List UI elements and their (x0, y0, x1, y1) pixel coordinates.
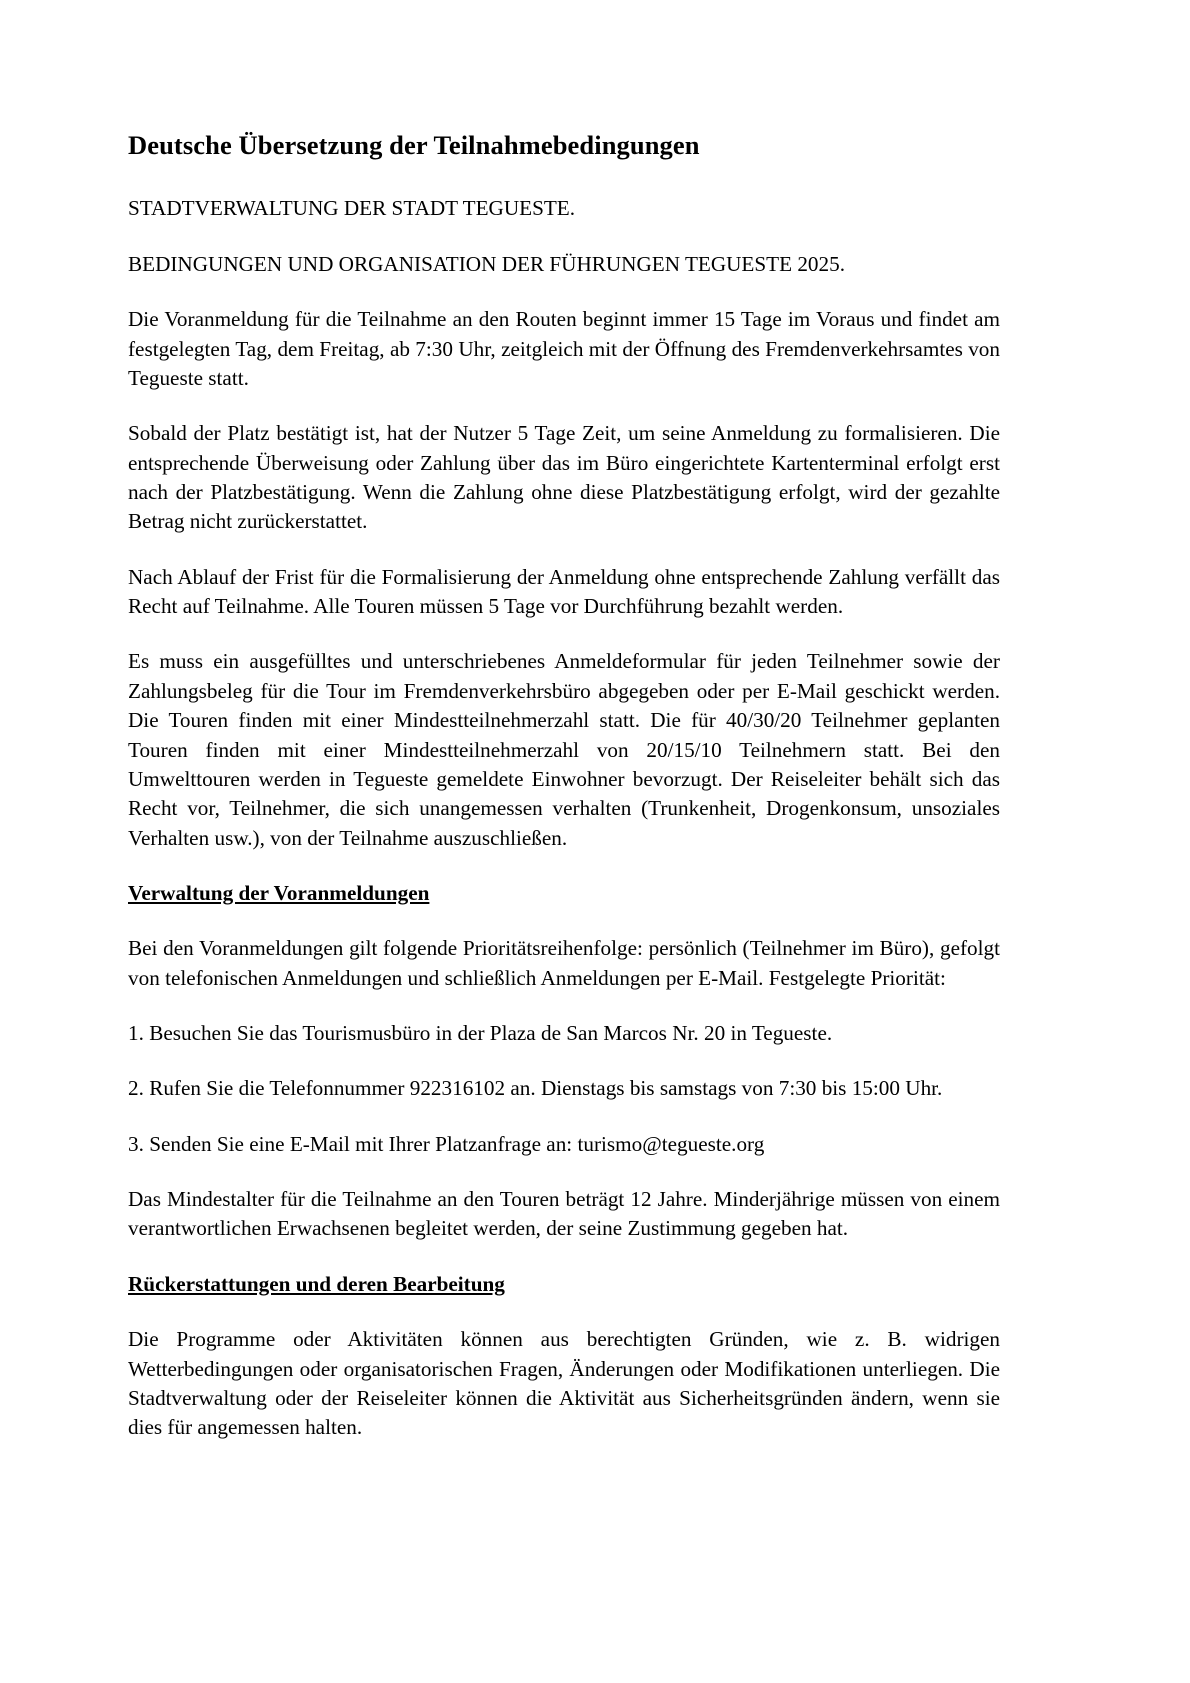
heading-reservation-management-label: Verwaltung der Voranmeldungen (128, 880, 430, 905)
paragraph-refund-conditions: Die Programme oder Aktivitäten können aus berechtigten Gründen, wie z. B. widrigen Wetterbedingungen oder organisatorischen Fragen, Änderungen oder Modifikationen unterliegen. Die Stadtverwaltung oder der Reiseleiter können die Aktivität aus Sicherheitsgründen ändern, wenn sie dies für angemessen halten. (128, 1327, 1000, 1440)
list-item-visit-office: 1. Besuchen Sie das Tourismusbüro in der Plaza de San Marcos Nr. 20 in Tegueste. (128, 1021, 833, 1046)
paragraph-priority-order: Bei den Voranmeldungen gilt folgende Prioritätsreihenfolge: persönlich (Teilnehmer im Büro), gefolgt von telefonischen Anmeldungen und schließlich Anmeldungen per E-Mail. Festgelegte Priorität: (128, 936, 1000, 990)
list-item-email: 3. Senden Sie eine E-Mail mit Ihrer Platzanfrage an: turismo@tegueste.org (128, 1131, 765, 1156)
list-item-phone: 2. Rufen Sie die Telefonnummer 922316102 an. Dienstags bis samstags von 7:30 bis 15:00 Uhr. (128, 1076, 943, 1101)
subheading-conditions: BEDINGUNGEN UND ORGANISATION DER FÜHRUNGEN TEGUESTE 2025. (128, 251, 846, 276)
heading-refunds (128, 1270, 1000, 1299)
paragraph-payment-deadline: Sobald der Platz bestätigt ist, hat der Nutzer 5 Tage Zeit, um seine Anmeldung zu formalisieren. Die entsprechende Überweisung oder Zahlung über das im Büro eingerichtete Kartenterminal erfolgt erst nach der Platzbestätigung. Wenn die Zahlung ohne diese Platzbestätigung erfolgt, wird der gezahlte Betrag nicht zurückerstattet. (128, 421, 1000, 534)
paragraph-registration-form: Es muss ein ausgefülltes und unterschriebenes Anmeldeformular für jeden Teilnehmer sowie der Zahlungsbeleg für die Tour im Fremdenverkehrsbüro abgegeben oder per E-Mail geschickt werden. Die Touren finden mit einer Mindestteilnehmerzahl statt. Die für 40/30/20 Teilnehmer geplanten Touren finden mit einer Mindestteilnehmerzahl von 20/15/10 Teilnehmern statt. Bei den Umwelttouren werden in Tegueste gemeldete Einwohner bevorzugt. Der Reiseleiter behält sich das Recht vor, Teilnehmer, die sich unangemessen verhalten (Trunkenheit, Drogenkonsum, unsoziales Verhalten usw.), von der Teilnahme auszuschließen. (128, 649, 1000, 850)
paragraph-forfeit-right: Nach Ablauf der Frist für die Formalisierung der Anmeldung ohne entsprechende Zahlung verfällt das Recht auf Teilnahme. Alle Touren müssen 5 Tage vor Durchführung bezahlt werden. (128, 564, 1000, 619)
heading-reservation-management (128, 879, 1000, 908)
subheading-authority: STADTVERWALTUNG DER STADT TEGUESTE. (128, 196, 576, 221)
heading-refunds-label: Rückerstattungen und deren Bearbeitung (128, 1271, 505, 1296)
paragraph-minimum-age: Das Mindestalter für die Teilnahme an den Touren beträgt 12 Jahre. Minderjährige müssen von einem verantwortlichen Erwachsenen begleitet werden, der seine Zustimmung gegeben hat. (128, 1187, 1000, 1241)
paragraph-preregistration: Die Voranmeldung für die Teilnahme an den Routen beginnt immer 15 Tage im Voraus und findet am festgelegten Tag, dem Freitag, ab 7:30 Uhr, zeitgleich mit der Öffnung des Fremdenverkehrsamtes von Tegueste statt. (128, 307, 1000, 390)
page-title: Deutsche Übersetzung der Teilnahmebedingungen (128, 130, 700, 160)
